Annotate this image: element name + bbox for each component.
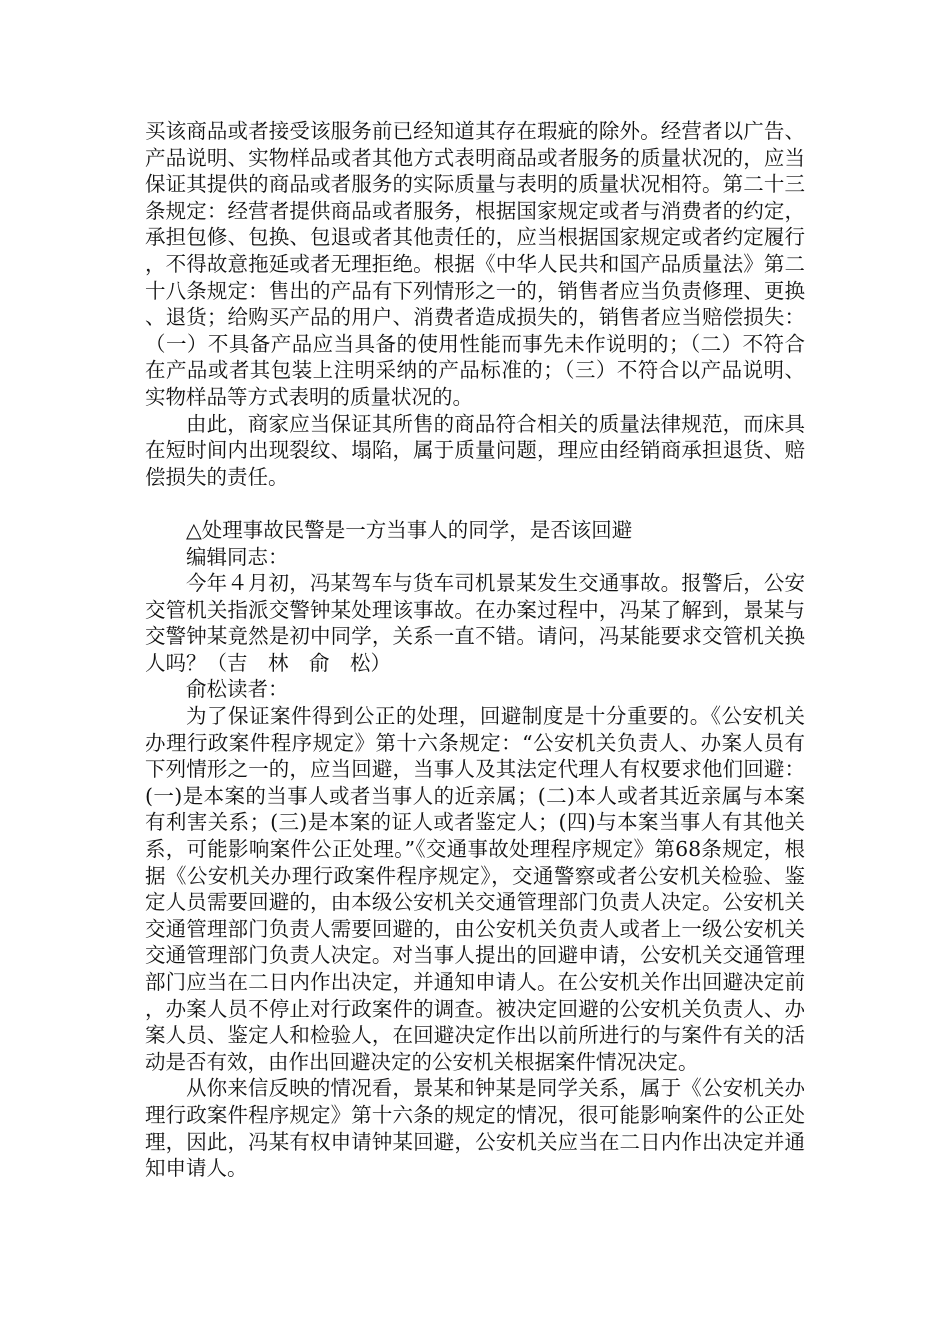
section-spacer: [145, 490, 805, 517]
document-page: [145, 118, 805, 1182]
article-title: △处理事故民警是一方当事人的同学，是否该回避: [186, 517, 633, 542]
letter-salutation: 编辑同志：: [186, 544, 289, 569]
body-paragraph-continued: 买该商品或者接受该服务前已经知道其存在瑕疵的除外。经营者以广告、产品说明、实物样品或者其他方式表明商品或者服务的质量状况的，应当保证其提供的商品或者服务的实际质量与表明的质量状况相符。第二十三条规定：经营者提供商品或者服务，根据国家规定或者与消费者的约定，承担包修、包换、包退或者其他责任的，应当根据国家规定或者约定履行，不得故意拖延或者无理拒绝。根据《中华人民共和国产品质量法》第二十八条规定：售出的产品有下列情形之一的，销售者应当负责修理、更换、退货；给购买产品的用户、消费者造成损失的，销售者应当赔偿损失：（一）不具备产品应当具备的使用性能而事先未作说明的；（二）不符合在产品或者其包装上注明采纳的产品标准的；（三）不符合以产品说明、实物样品等方式表明的质量状况的。: [145, 119, 805, 409]
reply-salutation: 俞松读者：: [186, 677, 289, 702]
body-paragraph-conclusion: 由此，商家应当保证其所售的商品符合相关的质量法律规范，而床具在短时间内出现裂纹、塌陷，属于质量问题，理应由经销商承担退货、赔偿损失的责任。: [145, 411, 805, 489]
letter-question: 今年４月初，冯某驾车与货车司机景某发生交通事故。报警后，公安交管机关指派交警钟某处理该事故。在办案过程中，冯某了解到，景某与交警钟某竟然是初中同学，关系一直不错。请问，冯某能要求交管机关换人吗？（吉 林 俞 松）: [145, 571, 805, 675]
reply-paragraph-conclusion: 从你来信反映的情况看，景某和钟某是同学关系，属于《公安机关办理行政案件程序规定》第十六条的规定的情况，很可能影响案件的公正处理，因此，冯某有权申请钟某回避，公安机关应当在二日内作出决定并通知申请人。: [145, 1076, 805, 1181]
reply-paragraph-law: 为了保证案件得到公正的处理，回避制度是十分重要的。《公安机关办理行政案件程序规定》第十六条规定：“公安机关负责人、办案人员有下列情形之一的，应当回避，当事人及其法定代理人有权要求他们回避：(一)是本案的当事人或者当事人的近亲属；(二)本人或者其近亲属与本案有利害关系；(三)是本案的证人或者鉴定人；(四)与本案当事人有其他关系，可能影响案件公正处理。”《交通事故处理程序规定》第68条规定，根据《公安机关办理行政案件程序规定》，交通警察或者公安机关检验、鉴定人员需要回避的，由本级公安机关交通管理部门负责人决定。公安机关交通管理部门负责人需要回避的，由公安机关负责人或者上一级公安机关交通管理部门负责人决定。对当事人提出的回避申请，公安机关交通管理部门应当在二日内作出决定，并通知申请人。在公安机关作出回避决定前，办案人员不停止对行政案件的调查。被决定回避的公安机关负责人、办案人员、鉴定人和检验人，在回避决定作出以前所进行的与案件有关的活动是否有效，由作出回避决定的公安机关根据案件情况决定。: [145, 704, 805, 1074]
